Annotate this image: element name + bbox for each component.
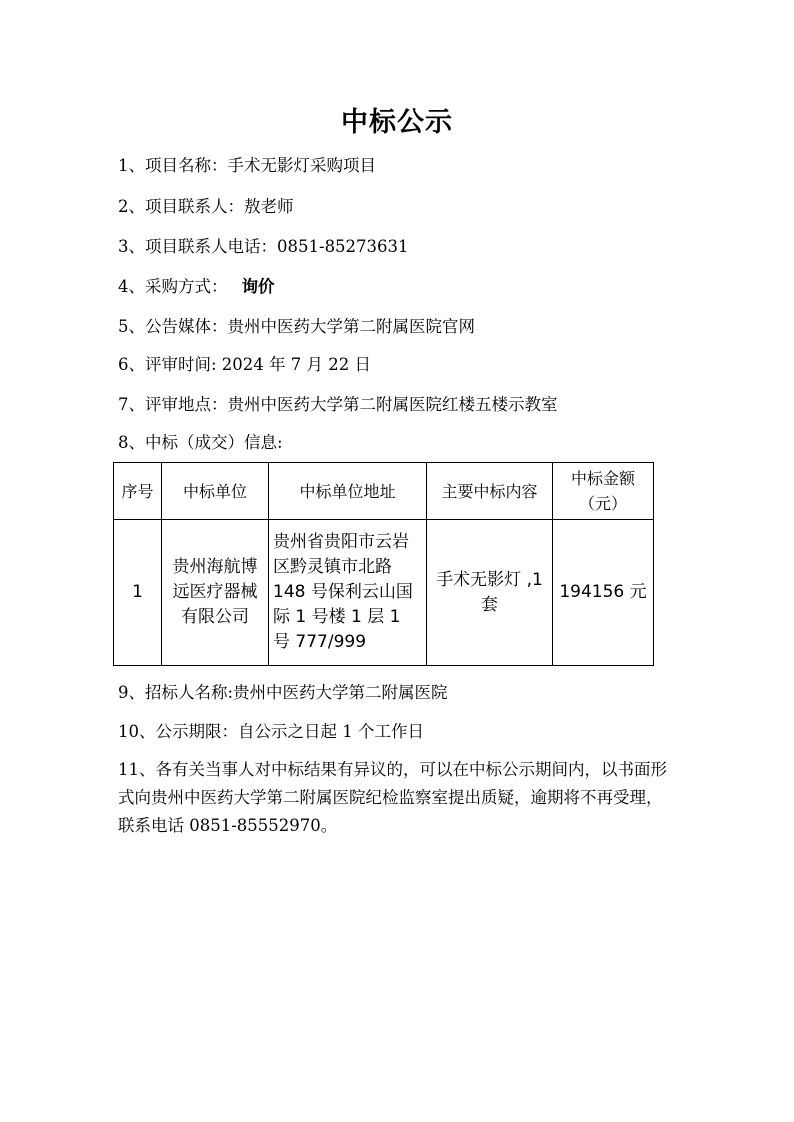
item-project-name: 1、项目名称：手术无影灯采购项目 bbox=[118, 156, 376, 175]
cell-serial: 1 bbox=[114, 520, 162, 666]
header-serial: 序号 bbox=[114, 463, 162, 520]
header-company: 中标单位 bbox=[162, 463, 269, 520]
item-publish-media: 5、公告媒体：贵州中医药大学第二附属医院官网 bbox=[118, 317, 475, 336]
cell-address: 贵州省贵阳市云岩区黔灵镇市北路 148 号保利云山国际 1 号楼 1 层 1 号 777/999 bbox=[269, 520, 427, 666]
page-title: 中标公示 bbox=[341, 107, 453, 138]
item-procurement-method bbox=[118, 273, 275, 297]
cell-company: 贵州海航博远医疗器械有限公司 bbox=[162, 520, 269, 666]
cell-amount: 194156 元 bbox=[553, 520, 654, 666]
header-content: 主要中标内容 bbox=[427, 463, 553, 520]
award-table bbox=[113, 462, 654, 666]
procurement-method-label: 4、采购方式： bbox=[118, 277, 228, 296]
item-tenderer: 9、招标人名称:贵州中医药大学第二附属医院 bbox=[118, 683, 448, 702]
table-row bbox=[114, 520, 654, 666]
procurement-method-value: 询价 bbox=[241, 277, 275, 296]
item-review-time: 6、评审时间: 2024 年 7 月 22 日 bbox=[118, 355, 372, 374]
item-review-location: 7、评审地点：贵州中医药大学第二附属医院红楼五楼示教室 bbox=[118, 395, 558, 414]
header-address: 中标单位地址 bbox=[269, 463, 427, 520]
item-contact-phone: 3、项目联系人电话：0851-85273631 bbox=[118, 237, 409, 256]
item-publicity-period: 10、公示期限：自公示之日起 1 个工作日 bbox=[118, 722, 424, 741]
header-amount: 中标金额（元） bbox=[553, 463, 654, 520]
item-objection-notice: 11、各有关当事人对中标结果有异议的，可以在中标公示期间内，以书面形式向贵州中医药大学第二附属医院纪检监察室提出质疑，逾期将不再受理，联系电话 0851-85552970。 bbox=[118, 760, 667, 835]
item-award-info: 8、中标（成交）信息: bbox=[118, 433, 283, 452]
cell-content: 手术无影灯 ,1 套 bbox=[427, 520, 553, 666]
item-contact-person: 2、项目联系人：敖老师 bbox=[118, 197, 294, 216]
table-header-row bbox=[114, 463, 654, 520]
